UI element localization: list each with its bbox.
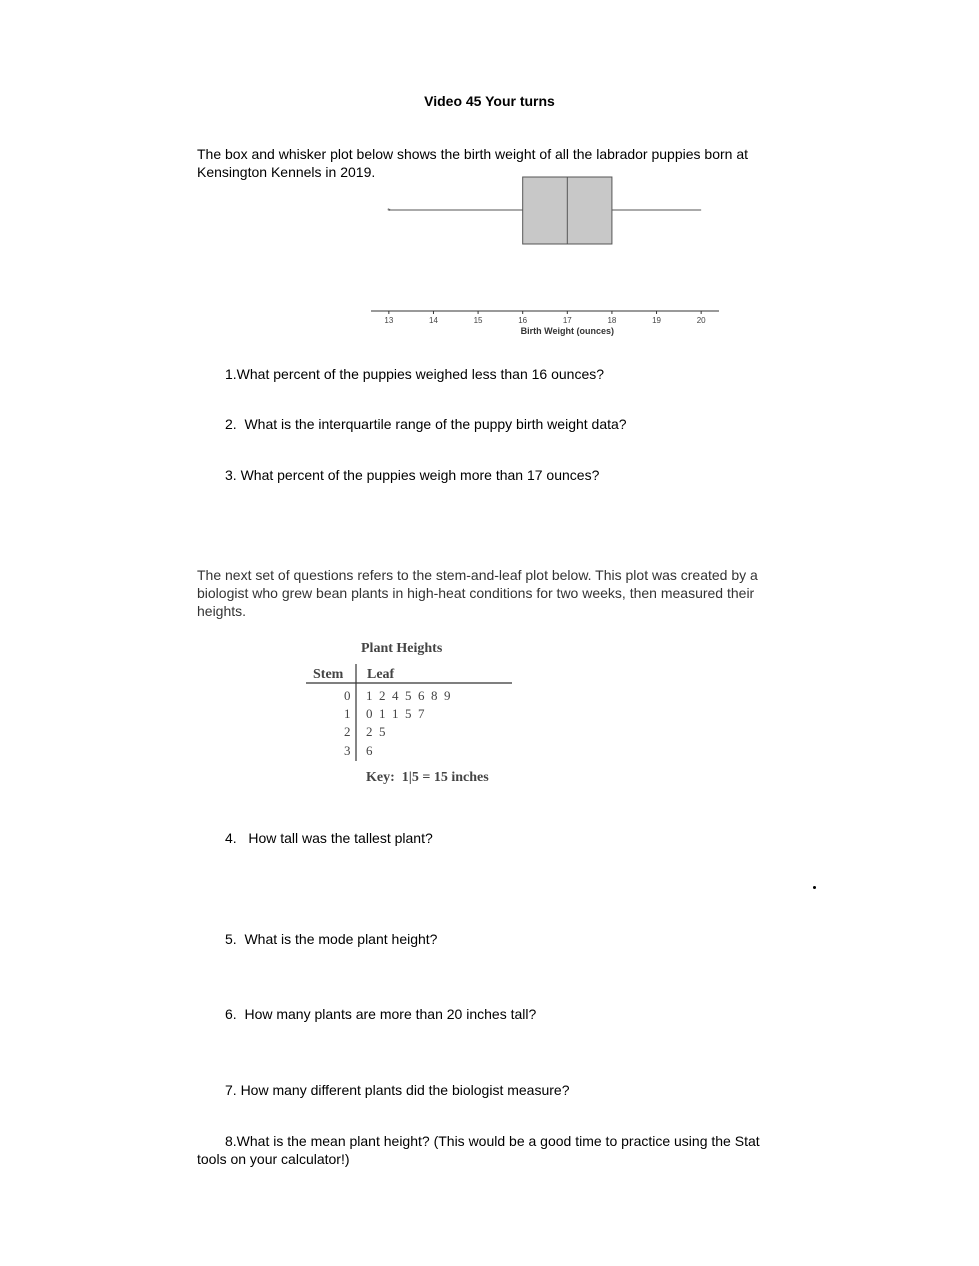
leaf-values: 1 2 4 5 6 8 9 [366,688,451,703]
stray-dot [813,886,816,889]
leaf-values: 2 5 [366,724,386,739]
outlier-marker: * [387,207,391,216]
x-tick-label: 19 [652,316,661,325]
intro-1-line-2: Kensington Kennels in 2019. [197,164,376,180]
stem-value: 3 [344,743,351,758]
intro-1-line-1: The box and whisker plot below shows the birth weight of all the labrador puppies born at [197,146,748,162]
stem-leaf-key: Key: 1|5 = 15 inches [366,770,489,785]
intro-2-line-1: The next set of questions refers to the stem-and-leaf plot below. This plot was created by a [197,567,758,583]
x-tick-label: 18 [607,316,617,325]
question-1: 1.What percent of the puppies weighed less than 16 ounces? [225,366,605,382]
page-title: Video 45 Your turns [424,93,555,109]
x-tick-label: 17 [562,316,572,325]
x-tick-label: 20 [696,316,706,325]
leaf-values: 0 1 1 5 7 [366,706,425,721]
intro-paragraph-2 [197,566,758,620]
stem-leaf-title: Plant Heights [361,641,443,656]
stem-header: Stem [313,667,344,682]
leaf-header: Leaf [367,667,395,682]
stem-leaf-row [344,724,386,739]
question-6: 6. How many plants are more than 20 inches tall? [225,1006,537,1022]
intro-2-line-2: biologist who grew bean plants in high-heat conditions for two weeks, then measured their [197,585,755,601]
x-tick-label: 15 [473,316,483,325]
x-tick-label: 16 [518,316,528,325]
question-7: 7. How many different plants did the biologist measure? [225,1082,570,1098]
question-2: 2. What is the interquartile range of the puppy birth weight data? [225,416,627,432]
question-8-line-1: 8.What is the mean plant height? (This would be a good time to practice using the Stat [225,1133,760,1149]
x-axis-label: Birth Weight (ounces) [520,326,614,336]
question-5: 5. What is the mode plant height? [225,931,438,947]
x-axis-ticks [384,311,706,325]
stem-leaf-row [344,743,373,758]
stem-leaf-row [344,688,451,703]
question-8 [197,1132,760,1168]
question-8-line-2: tools on your calculator!) [197,1151,350,1167]
x-tick-label: 13 [384,316,394,325]
leaf-values: 6 [366,743,373,758]
intro-2-line-3: heights. [197,603,247,619]
question-4: 4. How tall was the tallest plant? [225,830,433,846]
stem-value: 1 [344,706,351,721]
x-tick-label: 14 [429,316,438,325]
stem-value: 0 [344,688,351,703]
stem-and-leaf-plot [300,635,530,795]
question-3: 3. What percent of the puppies weigh more than 17 ounces? [225,467,600,483]
box-plot-chart [365,170,725,342]
stem-value: 2 [344,724,351,739]
